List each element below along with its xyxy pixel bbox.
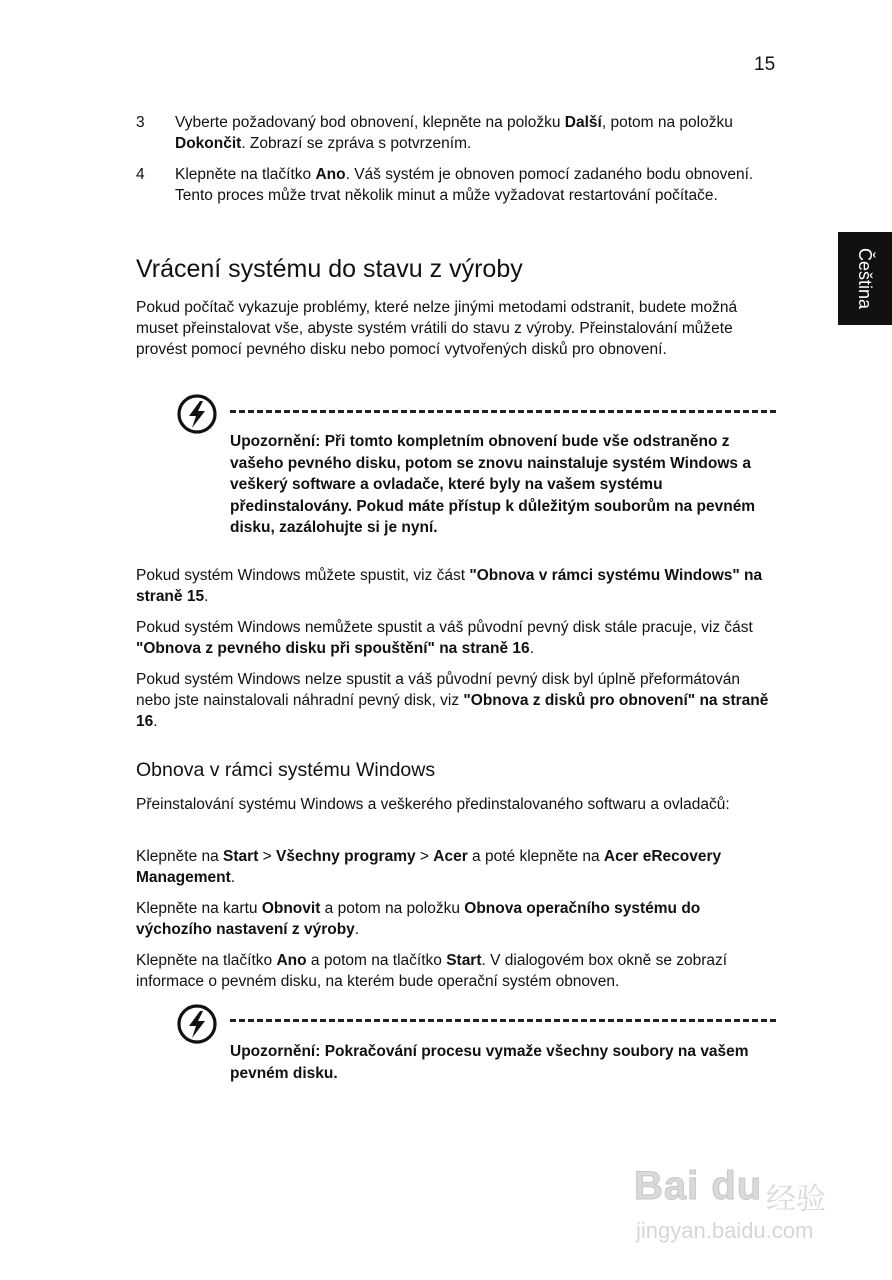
text-run: > — [415, 848, 434, 865]
bold-text: Ano — [276, 952, 307, 969]
watermark-url: jingyan.baidu.com — [636, 1218, 814, 1243]
bold-text: Acer eRecovery Management — [136, 848, 722, 886]
text-run: a potom na tlačítko — [306, 952, 447, 969]
warning-divider — [230, 410, 776, 413]
text-run: Přeinstalování systému Windows a veškerého předinstalovaného softwaru a ovladačů: — [136, 796, 730, 813]
step-text — [175, 164, 765, 206]
factory-restore-intro: Pokud počítač vykazuje problémy, které nelze jinými metodami odstranit, budete možná muset přeinstalovat vše, abyste systém vrátili do stavu z výroby. Přeinstalování můžete provést pomocí pevného disku nebo pomocí vytvořených disků pro obnovení. — [136, 299, 738, 358]
text-run: Vyberte požadovaný bod obnovení, klepněte na položku — [175, 114, 565, 131]
text-run: . Váš systém je obnoven pomocí zadaného bodu obnovení. Tento proces může trvat několik minut a může vyžadovat restartování počítače. — [175, 166, 754, 204]
warning-lightning-icon — [176, 393, 218, 435]
text-run: > — [258, 848, 277, 865]
baidu-watermark — [634, 1148, 844, 1258]
text-run: Klepněte na tlačítko — [175, 166, 316, 183]
text-run: . — [529, 640, 534, 657]
warning-text: Upozornění: Při tomto kompletním obnovení bude vše odstraněno z vašeho pevného disku, potom se znovu nainstaluje systém Windows a veškerý software a ovladače, které byly na vašem systému předinstalovány. Pokud máte přístup k důležitým souborům na pevném disku, zazálohujte si je nyní. — [230, 433, 756, 536]
text-run: Klepněte na tlačítko — [136, 952, 277, 969]
step-number: 3 — [136, 114, 145, 131]
bold-text: Všechny programy — [276, 848, 416, 865]
text-run: Klepněte na — [136, 848, 224, 865]
text-run: a poté klepněte na — [467, 848, 604, 865]
text-run: . Zobrazí se zpráva s potvrzením. — [241, 135, 472, 152]
text-run: Klepněte na kartu — [136, 900, 262, 917]
bold-text: "Obnova z disků pro obnovení" na straně 16 — [136, 692, 769, 730]
section-heading-factory-restore: Vrácení systému do stavu z výroby — [136, 255, 523, 283]
bold-text: Další — [564, 114, 602, 131]
section-heading-windows-recovery: Obnova v rámci systému Windows — [136, 759, 436, 781]
text-run: . — [204, 588, 209, 605]
step-text — [175, 112, 765, 154]
text-run: Pokud systém Windows můžete spustit, viz část — [136, 567, 470, 584]
text-run: . — [230, 869, 236, 886]
bold-text: Obnova operačního systému do výchozího nastavení z výroby — [136, 900, 701, 938]
language-tab-label: Čeština — [855, 247, 876, 310]
text-run: . — [354, 921, 360, 938]
bold-text: Ano — [315, 166, 346, 183]
language-tab — [838, 232, 892, 325]
bold-text: Start — [223, 848, 259, 865]
paragraph-hdd-boot — [136, 617, 776, 659]
bold-text: Acer — [433, 848, 468, 865]
paragraph-confirm — [136, 950, 776, 992]
paragraph-reinstall — [136, 794, 776, 815]
paragraph-windows-bootable — [136, 565, 776, 607]
watermark-cn-text: 经验 — [766, 1182, 826, 1217]
page-number: 15 — [754, 54, 776, 75]
text-run: . — [153, 713, 158, 730]
bold-text: Dokončit — [175, 135, 242, 152]
text-run: , potom na položku — [601, 114, 733, 131]
bold-text: Obnovit — [261, 900, 321, 917]
warning-divider — [230, 1019, 776, 1022]
bold-text: Start — [446, 952, 482, 969]
bold-text: "Obnova z pevného disku při spouštění" na straně 16 — [136, 640, 530, 657]
bold-text: "Obnova v rámci systému Windows" na straně 15 — [136, 567, 763, 605]
text-run: Pokud systém Windows nelze spustit a váš původní pevný disk byl úplně přeformátován nebo jste nainstalovali náhradní pevný disk, viz — [136, 671, 740, 709]
warning-lightning-icon — [176, 1003, 218, 1045]
paragraph-start-menu — [136, 846, 776, 888]
text-run: . V dialogovém box okně se zobrazí informace o pevném disku, na kterém bude operační systém obnoven. — [136, 952, 728, 990]
paragraph-restore-tab — [136, 898, 776, 940]
paragraph-recovery-discs — [136, 669, 776, 732]
text-run: Pokud systém Windows nemůžete spustit a váš původní pevný disk stále pracuje, viz část — [136, 619, 753, 636]
warning-text: Upozornění: Pokračování procesu vymaže všechny soubory na vašem pevném disku. — [230, 1043, 749, 1082]
watermark-logo: Bai du — [634, 1164, 763, 1208]
step-number: 4 — [136, 166, 145, 183]
text-run: a potom na položku — [320, 900, 465, 917]
